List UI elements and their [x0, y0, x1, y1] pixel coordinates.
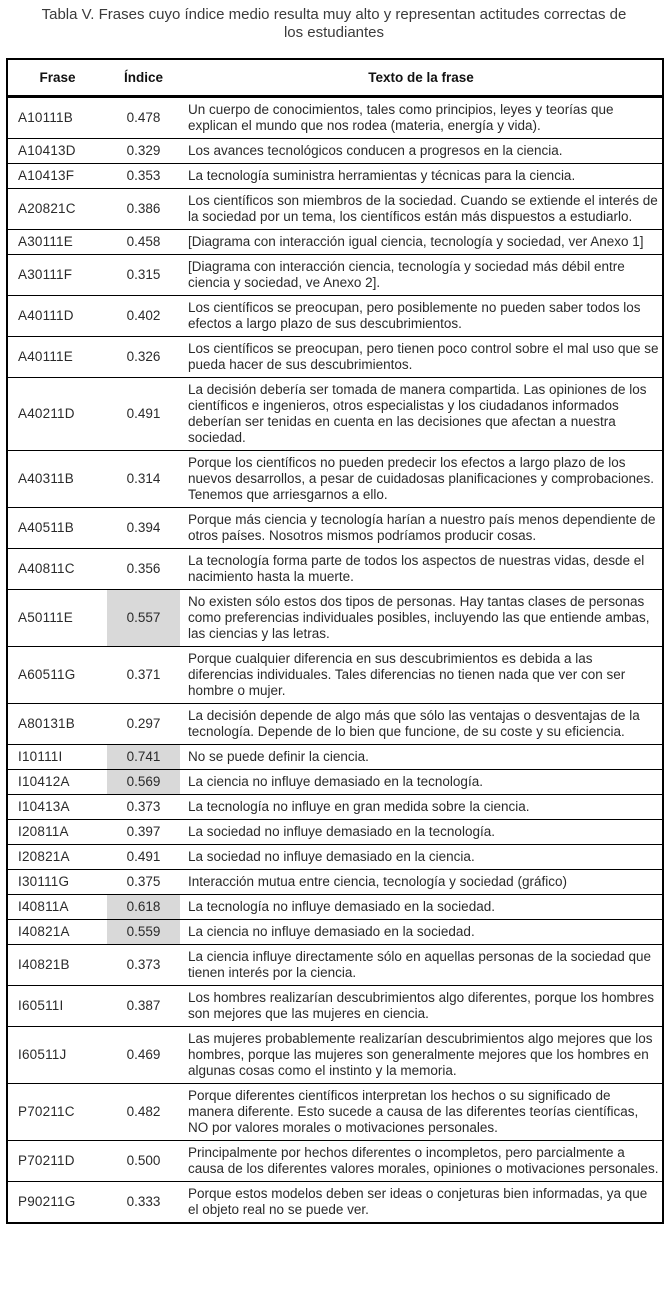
indice-value-cell: 0.559 [107, 920, 180, 945]
indice-value-cell: 0.469 [107, 1027, 180, 1084]
frase-text-cell: Principalmente por hechos diferentes o incompletos, pero parcialmente a causa de los diferentes valores morales, opiniones o motivaciones personales. [180, 1141, 663, 1182]
header-row [7, 59, 663, 97]
table-row [7, 337, 663, 378]
frase-code-cell: A50111E [7, 590, 107, 647]
frase-text-cell: [Diagrama con interacción igual ciencia, tecnología y sociedad, ver Anexo 1] [180, 230, 663, 255]
indice-value-cell: 0.402 [107, 296, 180, 337]
table-row [7, 795, 663, 820]
frase-code-cell: I10111I [7, 745, 107, 770]
indice-value-cell: 0.333 [107, 1182, 180, 1224]
frase-text-cell: Las mujeres probablemente realizarían descubrimientos algo mejores que los hombres, porque las mujeres son generalmente mejores que los hombres en algunas cosas como el instinto y la memoria. [180, 1027, 663, 1084]
frase-code-cell: P70211D [7, 1141, 107, 1182]
frase-code-cell: A40111D [7, 296, 107, 337]
frase-text-cell: La ciencia no influye demasiado en la sociedad. [180, 920, 663, 945]
table-row [7, 1084, 663, 1141]
column-header-indice: Índice [107, 59, 180, 97]
indice-value-cell: 0.741 [107, 745, 180, 770]
indice-value-cell: 0.569 [107, 770, 180, 795]
column-header-texto: Texto de la frase [180, 59, 663, 97]
frase-text-cell: La tecnología forma parte de todos los aspectos de nuestras vidas, desde el nacimiento hasta la muerte. [180, 549, 663, 590]
table-row [7, 549, 663, 590]
frase-code-cell: A10111B [7, 97, 107, 139]
table-row [7, 820, 663, 845]
frase-text-cell: No existen sólo estos dos tipos de personas. Hay tantas clases de personas como preferencias individuales posibles, incluyendo las que entiende ambas, las ciencias y las letras. [180, 590, 663, 647]
frase-text-cell: La decisión depende de algo más que sólo las ventajas o desventajas de la tecnología. Depende de lo bien que funcione, de su coste y su eficiencia. [180, 704, 663, 745]
table-row [7, 845, 663, 870]
frase-code-cell: I40811A [7, 895, 107, 920]
frase-code-cell: I40821B [7, 945, 107, 986]
indice-value-cell: 0.387 [107, 986, 180, 1027]
indice-value-cell: 0.491 [107, 845, 180, 870]
frase-text-cell: La ciencia no influye demasiado en la tecnología. [180, 770, 663, 795]
frase-text-cell: Los hombres realizarían descubrimientos algo diferentes, porque los hombres son mejores que las mujeres en ciencia. [180, 986, 663, 1027]
indice-value-cell: 0.353 [107, 164, 180, 189]
frase-text-cell: Los científicos se preocupan, pero posiblemente no pueden saber todos los efectos a largo plazo de sus descubrimientos. [180, 296, 663, 337]
frase-code-cell: P90211G [7, 1182, 107, 1224]
table-row [7, 139, 663, 164]
indice-value-cell: 0.373 [107, 945, 180, 986]
frases-table [6, 58, 664, 1224]
frase-text-cell: La decisión debería ser tomada de manera compartida. Las opiniones de los científicos e ingenieros, otros especialistas y los ciudadanos informados deberían ser tenidas en cuenta en las decisiones que afectan a nuestra sociedad. [180, 378, 663, 451]
indice-value-cell: 0.371 [107, 647, 180, 704]
frase-text-cell: Porque cualquier diferencia en sus descubrimientos es debida a las diferencias individuales. Tales diferencias no tienen nada que ver con ser hombre o mujer. [180, 647, 663, 704]
frase-code-cell: P70211C [7, 1084, 107, 1141]
indice-value-cell: 0.397 [107, 820, 180, 845]
table-row [7, 189, 663, 230]
frase-text-cell: La sociedad no influye demasiado en la ciencia. [180, 845, 663, 870]
frase-code-cell: A60511G [7, 647, 107, 704]
table-row [7, 590, 663, 647]
table-body [7, 97, 663, 1224]
table-row [7, 945, 663, 986]
frase-code-cell: I10413A [7, 795, 107, 820]
indice-value-cell: 0.482 [107, 1084, 180, 1141]
indice-value-cell: 0.297 [107, 704, 180, 745]
table-row [7, 451, 663, 508]
page-title: Tabla V. Frases cuyo índice medio resulta muy alto y representan actitudes correctas de los estudiantes [41, 6, 627, 41]
indice-value-cell: 0.394 [107, 508, 180, 549]
frase-code-cell: I20811A [7, 820, 107, 845]
table-row [7, 230, 663, 255]
frase-code-cell: I10412A [7, 770, 107, 795]
frase-text-cell: Porque más ciencia y tecnología harían a nuestro país menos dependiente de otros países. Nosotros mismos podríamos producir cosas. [180, 508, 663, 549]
frase-text-cell: La sociedad no influye demasiado en la tecnología. [180, 820, 663, 845]
indice-value-cell: 0.458 [107, 230, 180, 255]
table-row [7, 378, 663, 451]
indice-value-cell: 0.314 [107, 451, 180, 508]
table-row [7, 508, 663, 549]
frase-code-cell: I60511J [7, 1027, 107, 1084]
indice-value-cell: 0.386 [107, 189, 180, 230]
frase-text-cell: La tecnología suministra herramientas y técnicas para la ciencia. [180, 164, 663, 189]
frase-text-cell: La tecnología no influye demasiado en la sociedad. [180, 895, 663, 920]
frase-text-cell: No se puede definir la ciencia. [180, 745, 663, 770]
frase-code-cell: A20821C [7, 189, 107, 230]
frase-text-cell: Porque los científicos no pueden predecir los efectos a largo plazo de los nuevos desarrollos, a pesar de cuidadosas planificaciones y comprobaciones. Tenemos que arriesgarnos a ello. [180, 451, 663, 508]
frase-code-cell: A40211D [7, 378, 107, 451]
table-row [7, 255, 663, 296]
frase-code-cell: I30111G [7, 870, 107, 895]
indice-value-cell: 0.356 [107, 549, 180, 590]
frase-text-cell: Los científicos son miembros de la sociedad. Cuando se extiende el interés de la sociedad por un tema, los científicos están más dispuestos a estudiarlo. [180, 189, 663, 230]
table-row [7, 986, 663, 1027]
column-header-frase: Frase [7, 59, 107, 97]
frase-text-cell: Los científicos se preocupan, pero tienen poco control sobre el mal uso que se pueda hacer de sus descubrimientos. [180, 337, 663, 378]
table-row [7, 647, 663, 704]
table-row [7, 895, 663, 920]
table-row [7, 704, 663, 745]
frase-text-cell: La tecnología no influye en gran medida sobre la ciencia. [180, 795, 663, 820]
indice-value-cell: 0.315 [107, 255, 180, 296]
frase-code-cell: A40511B [7, 508, 107, 549]
frase-code-cell: A30111E [7, 230, 107, 255]
frase-text-cell: Interacción mutua entre ciencia, tecnología y sociedad (gráfico) [180, 870, 663, 895]
frase-text-cell: Porque diferentes científicos interpretan los hechos o su significado de manera diferente. Esto sucede a causa de las diferentes teorías científicas, NO por valores morales o motivaciones personales. [180, 1084, 663, 1141]
frase-code-cell: A30111F [7, 255, 107, 296]
indice-value-cell: 0.557 [107, 590, 180, 647]
frase-code-cell: A40811C [7, 549, 107, 590]
table-row [7, 296, 663, 337]
frase-text-cell: Un cuerpo de conocimientos, tales como principios, leyes y teorías que explican el mundo que nos rodea (materia, energía y vida). [180, 97, 663, 139]
indice-value-cell: 0.478 [107, 97, 180, 139]
frase-text-cell: La ciencia influye directamente sólo en aquellas personas de la sociedad que tienen interés por la ciencia. [180, 945, 663, 986]
frase-text-cell: Los avances tecnológicos conducen a progresos en la ciencia. [180, 139, 663, 164]
table-row [7, 1182, 663, 1224]
indice-value-cell: 0.373 [107, 795, 180, 820]
frase-text-cell: Porque estos modelos deben ser ideas o conjeturas bien informadas, ya que el objeto real no se puede ver. [180, 1182, 663, 1224]
table-row [7, 1027, 663, 1084]
frase-code-cell: A80131B [7, 704, 107, 745]
indice-value-cell: 0.375 [107, 870, 180, 895]
table-row [7, 745, 663, 770]
frase-code-cell: A10413D [7, 139, 107, 164]
frase-code-cell: A10413F [7, 164, 107, 189]
indice-value-cell: 0.500 [107, 1141, 180, 1182]
table-row [7, 1141, 663, 1182]
indice-value-cell: 0.329 [107, 139, 180, 164]
frase-code-cell: A40311B [7, 451, 107, 508]
table-row [7, 770, 663, 795]
frase-text-cell: [Diagrama con interacción ciencia, tecnología y sociedad más débil entre ciencia y sociedad, ve Anexo 2]. [180, 255, 663, 296]
table-row [7, 920, 663, 945]
frase-code-cell: I40821A [7, 920, 107, 945]
indice-value-cell: 0.491 [107, 378, 180, 451]
frase-code-cell: I20821A [7, 845, 107, 870]
frase-code-cell: I60511I [7, 986, 107, 1027]
table-row [7, 164, 663, 189]
table-row [7, 97, 663, 139]
indice-value-cell: 0.618 [107, 895, 180, 920]
frase-code-cell: A40111E [7, 337, 107, 378]
table-row [7, 870, 663, 895]
indice-value-cell: 0.326 [107, 337, 180, 378]
